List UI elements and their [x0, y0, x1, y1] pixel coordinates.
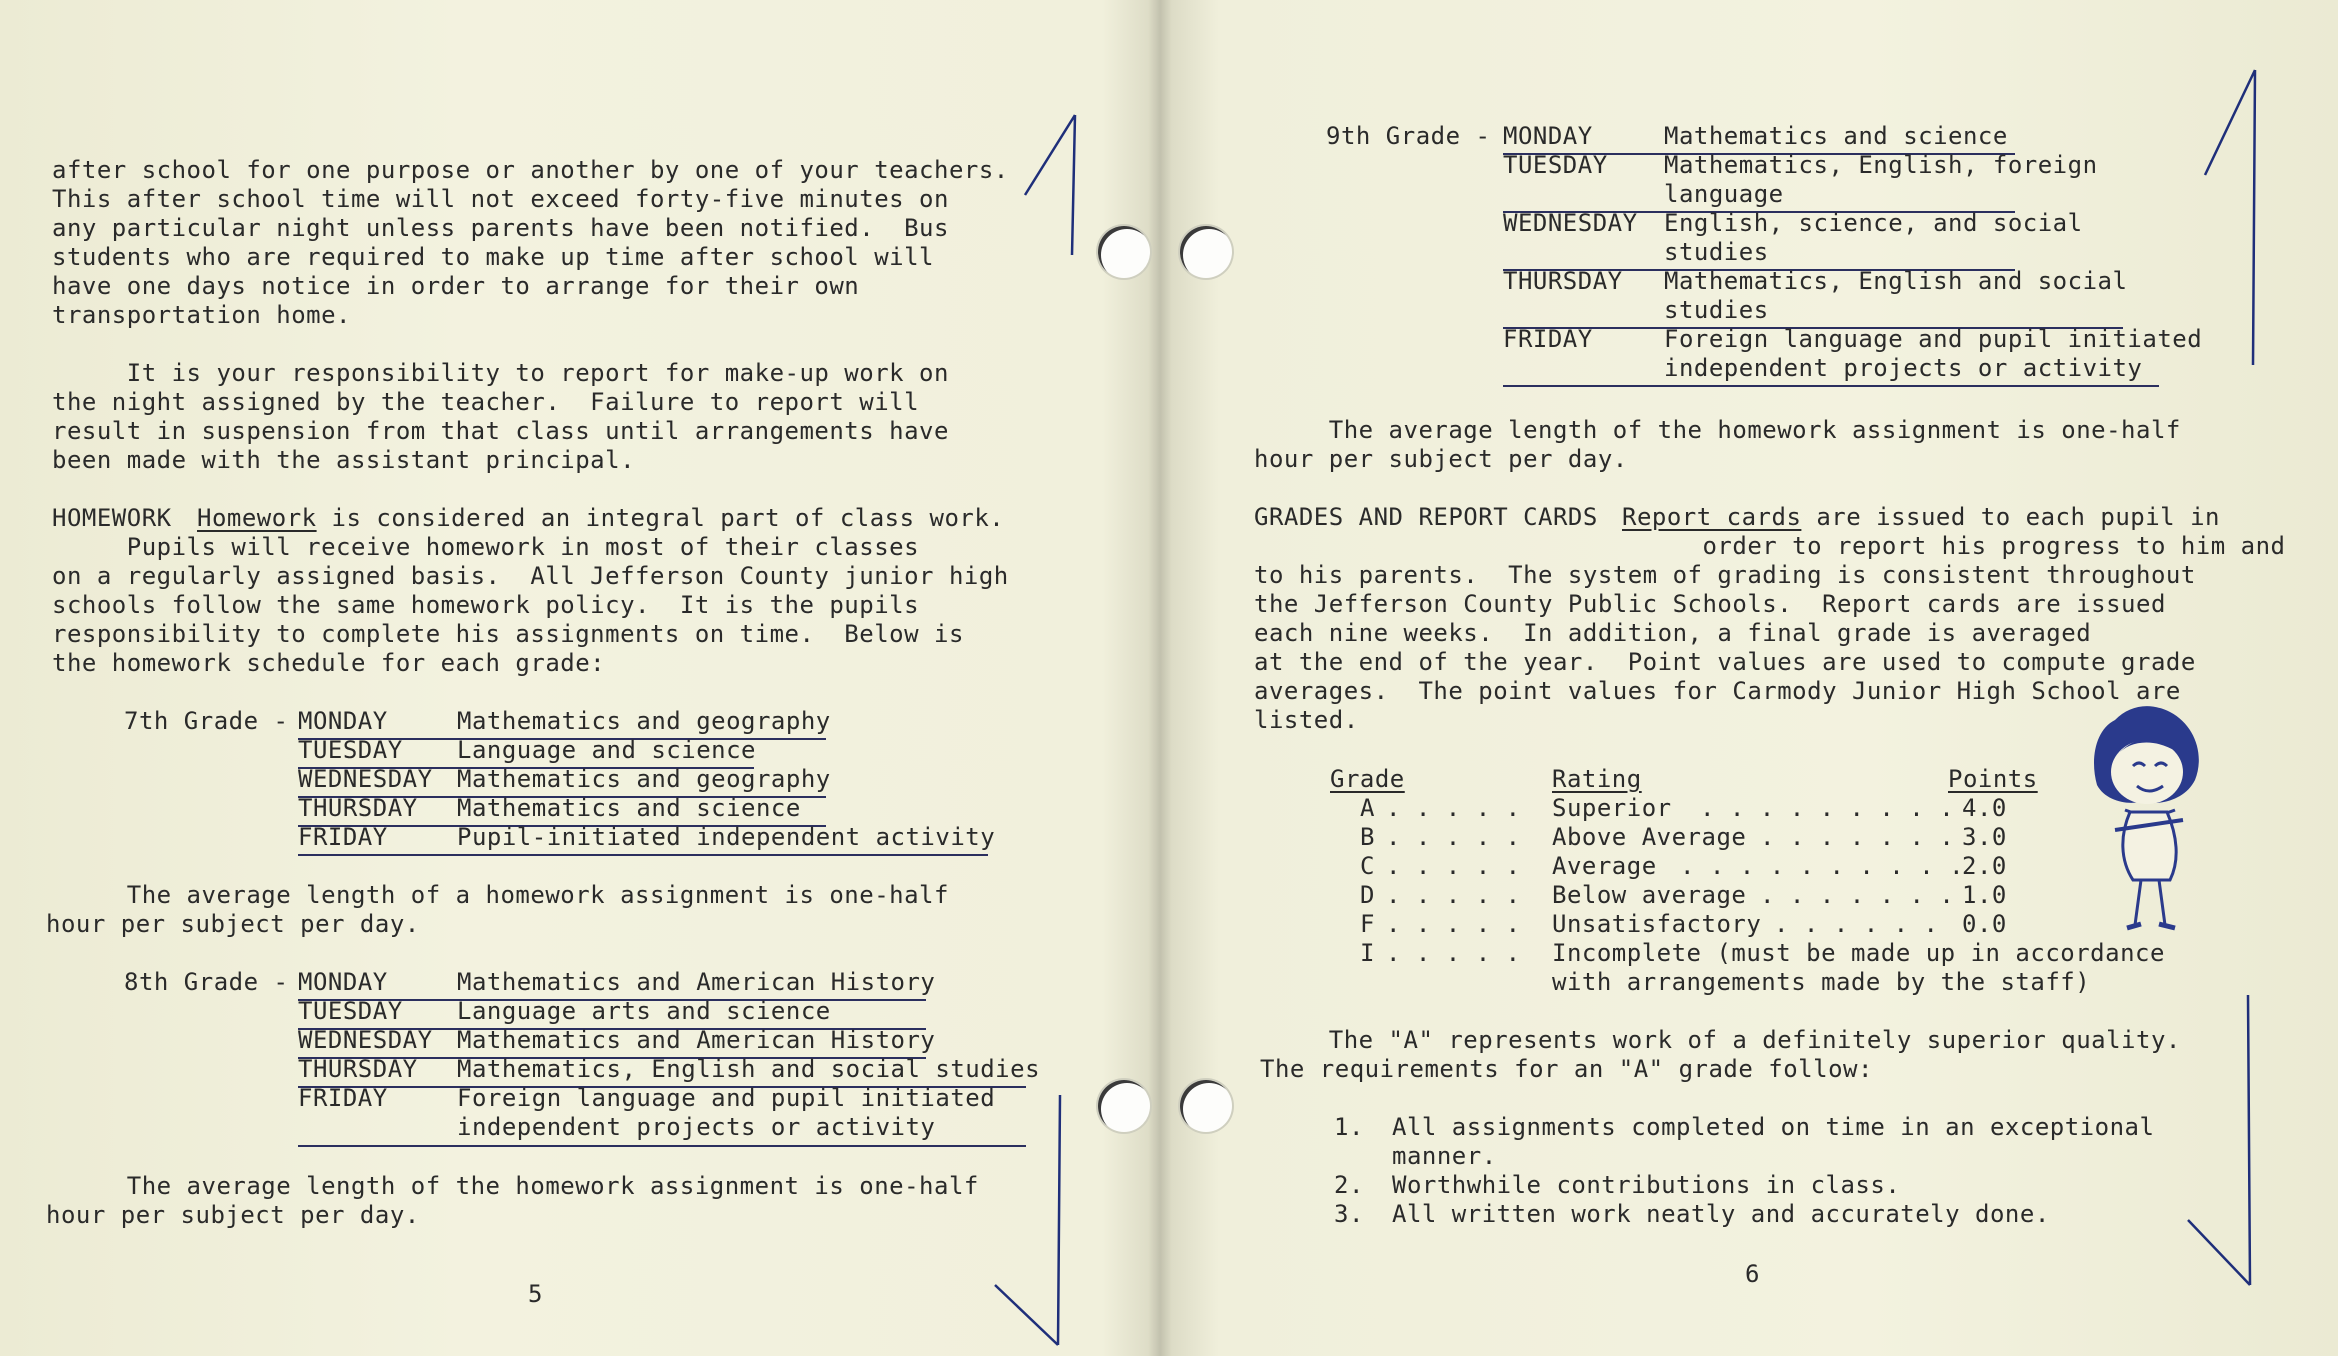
requirement-text: Worthwhile contributions in class.	[1392, 1171, 1901, 1199]
grade-rating: Above Average	[1552, 823, 1747, 851]
grade8-subjects: Mathematics, English and social studies	[457, 1055, 1041, 1083]
grade8-day: TUESDAY	[298, 997, 403, 1025]
grades-line: order to report his progress to him and	[1254, 532, 2286, 560]
grade7-day: THURSDAY	[298, 794, 418, 822]
grade7-subjects: Mathematics and geography	[457, 765, 831, 793]
binder-hole	[1098, 226, 1150, 278]
grade7-subjects: Pupil-initiated independent activity	[457, 823, 996, 851]
grade8-subjects: Foreign language and pupil initiated	[457, 1084, 996, 1112]
grade8-label: 8th Grade -	[124, 968, 304, 996]
grade8-avg-line: The average length of the homework assignment is one-half	[52, 1172, 979, 1200]
grade7-day: TUESDAY	[298, 736, 403, 764]
cartoon-girl-illustration	[2085, 700, 2215, 940]
grade-dots: . . . . .	[1386, 852, 1521, 880]
intro-line: after school for one purpose or another by one of your teachers.	[52, 156, 1009, 184]
grade-points: 0.0	[1962, 910, 2007, 938]
grade9-subjects: Foreign language and pupil initiated	[1664, 325, 2203, 353]
grade9-avg-line: hour per subject per day.	[1254, 445, 1628, 473]
requirement-number: 3.	[1334, 1200, 1364, 1228]
grade-rating: Superior	[1552, 794, 1672, 822]
grade8-avg-line: hour per subject per day.	[46, 1201, 420, 1229]
rating-dots: . . . . . . . . .	[1700, 794, 1955, 822]
grade9-day: THURSDAY	[1503, 267, 1623, 295]
pencil-corner-mark	[1020, 110, 1080, 260]
schedule-rule	[1503, 385, 2159, 387]
points-column-header: Points	[1948, 765, 2038, 793]
grade-letter: I	[1360, 939, 1375, 967]
requirement-number: 1.	[1334, 1113, 1364, 1141]
makeup-line: It is your responsibility to report for make-up work on	[52, 359, 949, 387]
grades-line: averages. The point values for Carmody Junior High School are	[1254, 677, 2181, 705]
grade-letter: F	[1360, 910, 1375, 938]
grades-line: at the end of the year. Point values are used to compute grade	[1254, 648, 2196, 676]
grade-points: 1.0	[1962, 881, 2007, 909]
grade8-subjects: independent projects or activity	[457, 1113, 936, 1141]
homework-line: responsibility to complete his assignments on time. Below is	[52, 620, 964, 648]
requirement-text: manner.	[1392, 1142, 1497, 1170]
grade8-day: FRIDAY	[298, 1084, 388, 1112]
grade-rating: Unsatisfactory	[1552, 910, 1762, 938]
requirement-number: 2.	[1334, 1171, 1364, 1199]
grade-rating-continuation: with arrangements made by the staff)	[1552, 968, 2091, 996]
grade9-day: MONDAY	[1503, 122, 1593, 150]
grade9-subjects: studies	[1664, 296, 1769, 324]
a-grade-line: The "A" represents work of a definitely superior quality.	[1254, 1026, 2181, 1054]
grade7-label: 7th Grade -	[124, 707, 304, 735]
binder-hole	[1180, 226, 1232, 278]
grade7-day: FRIDAY	[298, 823, 388, 851]
grades-line: the Jefferson County Public Schools. Report cards are issued	[1254, 590, 2166, 618]
grade-column-header: Grade	[1330, 765, 1405, 793]
grade9-subjects: Mathematics, English, foreign	[1664, 151, 2098, 179]
rating-dots: . . . . . .	[1774, 910, 1939, 938]
grade7-avg-line: hour per subject per day.	[46, 910, 420, 938]
pencil-corner-mark	[2180, 990, 2260, 1290]
binder-hole	[1098, 1080, 1150, 1132]
report-cards-keyword: Report cards	[1622, 503, 1802, 531]
a-grade-line: The requirements for an "A" grade follow:	[1260, 1055, 1873, 1083]
grade-dots: . . . . .	[1386, 910, 1521, 938]
grade-rating: Average	[1552, 852, 1657, 880]
grades-line: to his parents. The system of grading is consistent throughout	[1254, 561, 2196, 589]
makeup-line: the night assigned by the teacher. Failure to report will	[52, 388, 920, 416]
homework-line: schools follow the same homework policy. It is the pupils	[52, 591, 920, 619]
intro-line: students who are required to make up time after school will	[52, 243, 935, 271]
grade9-subjects: English, science, and social	[1664, 209, 2083, 237]
homework-heading: HOMEWORK	[52, 504, 172, 532]
intro-line: any particular night unless parents have been notified. Bus	[52, 214, 949, 242]
grade9-avg-line: The average length of the homework assignment is one-half	[1254, 416, 2181, 444]
grade9-subjects: Mathematics, English and social	[1664, 267, 2128, 295]
pencil-corner-mark	[990, 1090, 1070, 1350]
grade7-subjects: Mathematics and science	[457, 794, 801, 822]
grade8-subjects: Mathematics and American History	[457, 1026, 936, 1054]
grade-rating: Below average	[1552, 881, 1747, 909]
homework-line: on a regularly assigned basis. All Jefferson County junior high	[52, 562, 1009, 590]
grade9-day: TUESDAY	[1503, 151, 1608, 179]
grade9-label: 9th Grade -	[1326, 122, 1506, 150]
homework-line: Pupils will receive homework in most of their classes	[52, 533, 920, 561]
grade-dots: . . . . .	[1386, 823, 1521, 851]
grades-line: listed.	[1254, 706, 1359, 734]
requirement-text: All written work neatly and accurately done.	[1392, 1200, 2050, 1228]
grade-points: 2.0	[1962, 852, 2007, 880]
grade9-day: FRIDAY	[1503, 325, 1593, 353]
grade7-day: MONDAY	[298, 707, 388, 735]
grade8-day: THURSDAY	[298, 1055, 418, 1083]
grade8-subjects: Mathematics and American History	[457, 968, 936, 996]
intro-line: have one days notice in order to arrange for their own	[52, 272, 860, 300]
grade9-subjects: independent projects or activity	[1664, 354, 2143, 382]
homework-first-line	[197, 504, 1004, 533]
grade7-avg-line: The average length of a homework assignment is one-half	[52, 881, 949, 909]
grade-dots: . . . . .	[1386, 939, 1521, 967]
requirement-text: All assignments completed on time in an exceptional	[1392, 1113, 2155, 1141]
grade9-subjects: studies	[1664, 238, 1769, 266]
homework-line: the homework schedule for each grade:	[52, 649, 606, 677]
grade-dots: . . . . .	[1386, 881, 1521, 909]
grades-heading: GRADES AND REPORT CARDS	[1254, 503, 1598, 531]
grade-letter: A	[1360, 794, 1375, 822]
binder-hole	[1180, 1080, 1232, 1132]
grade-points: 3.0	[1962, 823, 2007, 851]
rating-dots: . . . . . . . . . .	[1680, 852, 1965, 880]
rating-dots: . . . . . . .	[1760, 823, 1955, 851]
makeup-line: been made with the assistant principal.	[52, 446, 636, 474]
grade-dots: . . . . .	[1386, 794, 1521, 822]
intro-line: transportation home.	[52, 301, 351, 329]
grade9-subjects: language	[1664, 180, 1784, 208]
intro-line: This after school time will not exceed forty-five minutes on	[52, 185, 949, 213]
makeup-line: result in suspension from that class until arrangements have	[52, 417, 949, 445]
grades-line: each nine weeks. In addition, a final grade is averaged	[1254, 619, 2092, 647]
grade7-day: WEDNESDAY	[298, 765, 433, 793]
page-number: 6	[1745, 1260, 1760, 1288]
page-number: 5	[528, 1280, 543, 1308]
grade-letter: B	[1360, 823, 1375, 851]
homework-keyword: Homework	[197, 504, 317, 532]
grade8-day: WEDNESDAY	[298, 1026, 433, 1054]
grades-first-rest: are issued to each pupil in	[1801, 503, 2220, 531]
grade7-subjects: Mathematics and geography	[457, 707, 831, 735]
book-gutter	[1148, 0, 1172, 1356]
grade-rating: Incomplete (must be made up in accordance	[1552, 939, 2165, 967]
grade-letter: D	[1360, 881, 1375, 909]
schedule-rule	[298, 854, 988, 856]
grade9-subjects: Mathematics and science	[1664, 122, 2008, 150]
grade-letter: C	[1360, 852, 1375, 880]
grade9-day: WEDNESDAY	[1503, 209, 1638, 237]
rating-dots: . . . . . . .	[1760, 881, 1955, 909]
grade8-subjects: Language arts and science	[457, 997, 831, 1025]
schedule-rule	[298, 1145, 1026, 1147]
grades-first-line	[1622, 503, 2220, 532]
grade-points: 4.0	[1962, 794, 2007, 822]
rating-column-header: Rating	[1552, 765, 1642, 793]
grade7-subjects: Language and science	[457, 736, 756, 764]
pencil-corner-mark	[2195, 65, 2265, 375]
homework-first-rest: is considered an integral part of class work.	[316, 504, 1005, 532]
grade8-day: MONDAY	[298, 968, 388, 996]
